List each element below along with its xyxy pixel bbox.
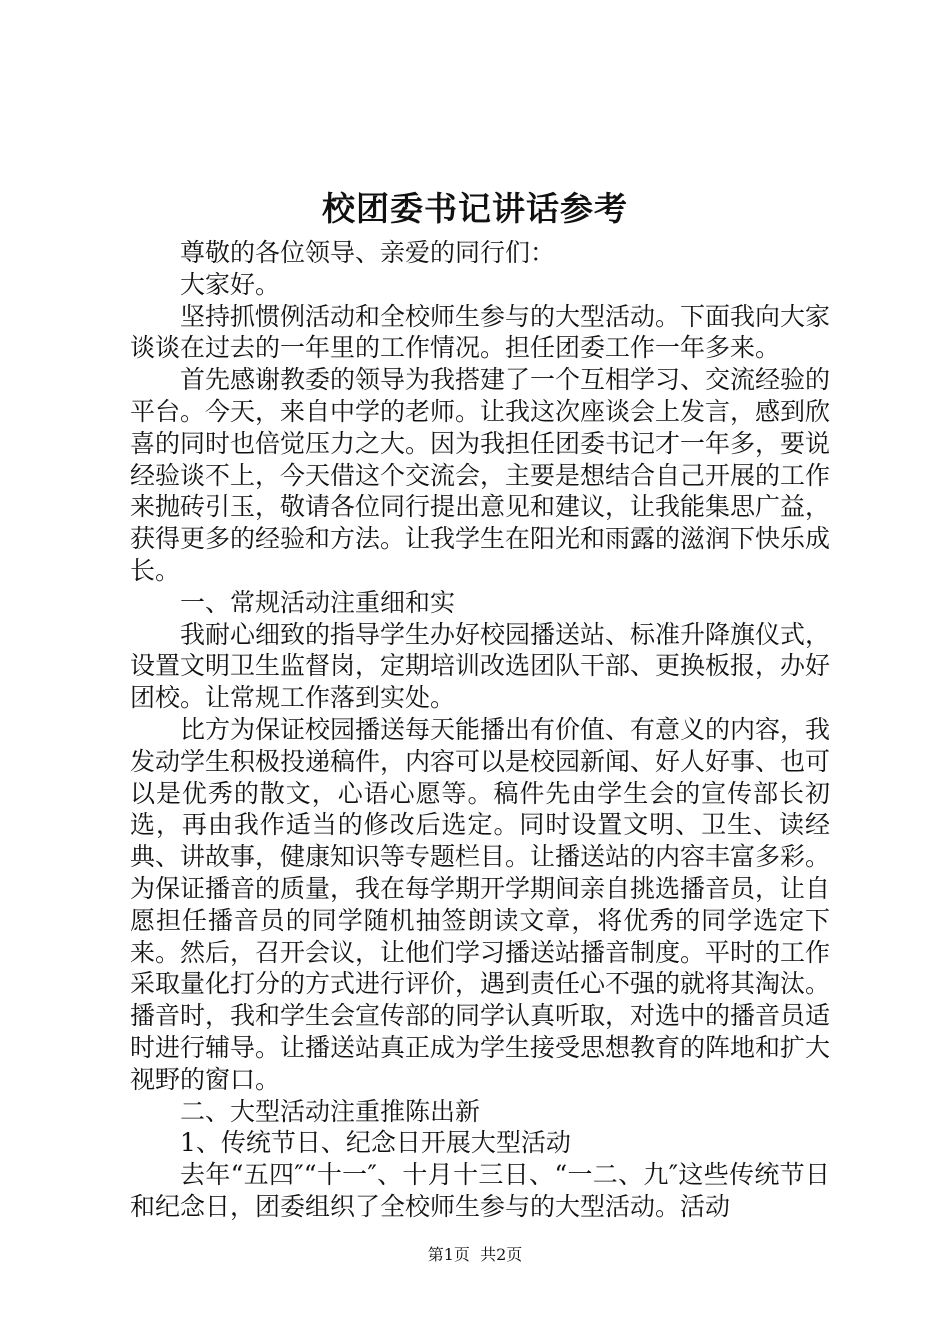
salutation: 尊敬的各位领导、亲爱的同行们：	[180, 238, 556, 267]
greeting: 大家好。	[180, 269, 281, 299]
page-footer	[0, 1243, 950, 1267]
paragraph: 首先感谢教委的领导为我搭建了一个互相学习、交流经验的平台。今天，来自中学的老师。让我这次座谈会上发言，感到欣喜的同时也倍觉压力之大。因为我担任团委书记才一年多，要说经验谈不上，今天借这个交流会，主要是想结合自己开展的工作来抛砖引玉，敬请各位同行提出意见和建议，让我能集思广益，获得更多的经验和方法。让我学生在阳光和雨露的滋润下快乐成长。	[130, 365, 831, 585]
document-title: 校团委书记讲话参考	[322, 189, 628, 228]
page-number: 第1页 共2页	[427, 1245, 523, 1264]
paragraph: 坚持抓惯例活动和全校师生参与的大型活动。下面我向大家谈谈在过去的一年里的工作情况。担任团委工作一年多来。	[130, 301, 831, 363]
subsection-heading: 1、传统节日、纪念日开展大型活动	[180, 1128, 571, 1158]
paragraph: 去年“五四″“十一″、十月十三日、“一二、九″这些传统节日和纪念日，团委组织了全校师生参与的大型活动。活动	[130, 1160, 830, 1221]
section-heading: 二、大型活动注重推陈出新	[180, 1096, 481, 1126]
paragraph: 我耐心细致的指导学生办好校园播送站、标准升降旗仪式，设置文明卫生监督岗，定期培训改选团队干部、更换板报，办好团校。让常规工作落到实处。	[130, 619, 831, 713]
document-body	[130, 237, 830, 1223]
section-heading: 一、常规活动注重细和实	[180, 587, 456, 617]
paragraph: 比方为保证校园播送每天能播出有价值、有意义的内容，我发动学生积极投递稿件，内容可以是校园新闻、好人好事、也可以是优秀的散文，心语心愿等。稿件先由学生会的宣传部长初选，再由我作适当的修改后选定。同时设置文明、卫生、读经典、讲故事，健康知识等专题栏目。让播送站的内容丰富多彩。为保证播音的质量，我在每学期开学期间亲自挑选播音员，让自愿担任播音员的同学随机抽签朗读文章，将优秀的同学选定下来。然后，召开会议，让他们学习播送站播音制度。平时的工作采取量化打分的方式进行评价，遇到责任心不强的就将其淘汰。播音时，我和学生会宣传部的同学认真听取，对选中的播音员适时进行辅导。让播送站真正成为学生接受思想教育的阵地和扩大视野的窗口。	[130, 714, 831, 1094]
